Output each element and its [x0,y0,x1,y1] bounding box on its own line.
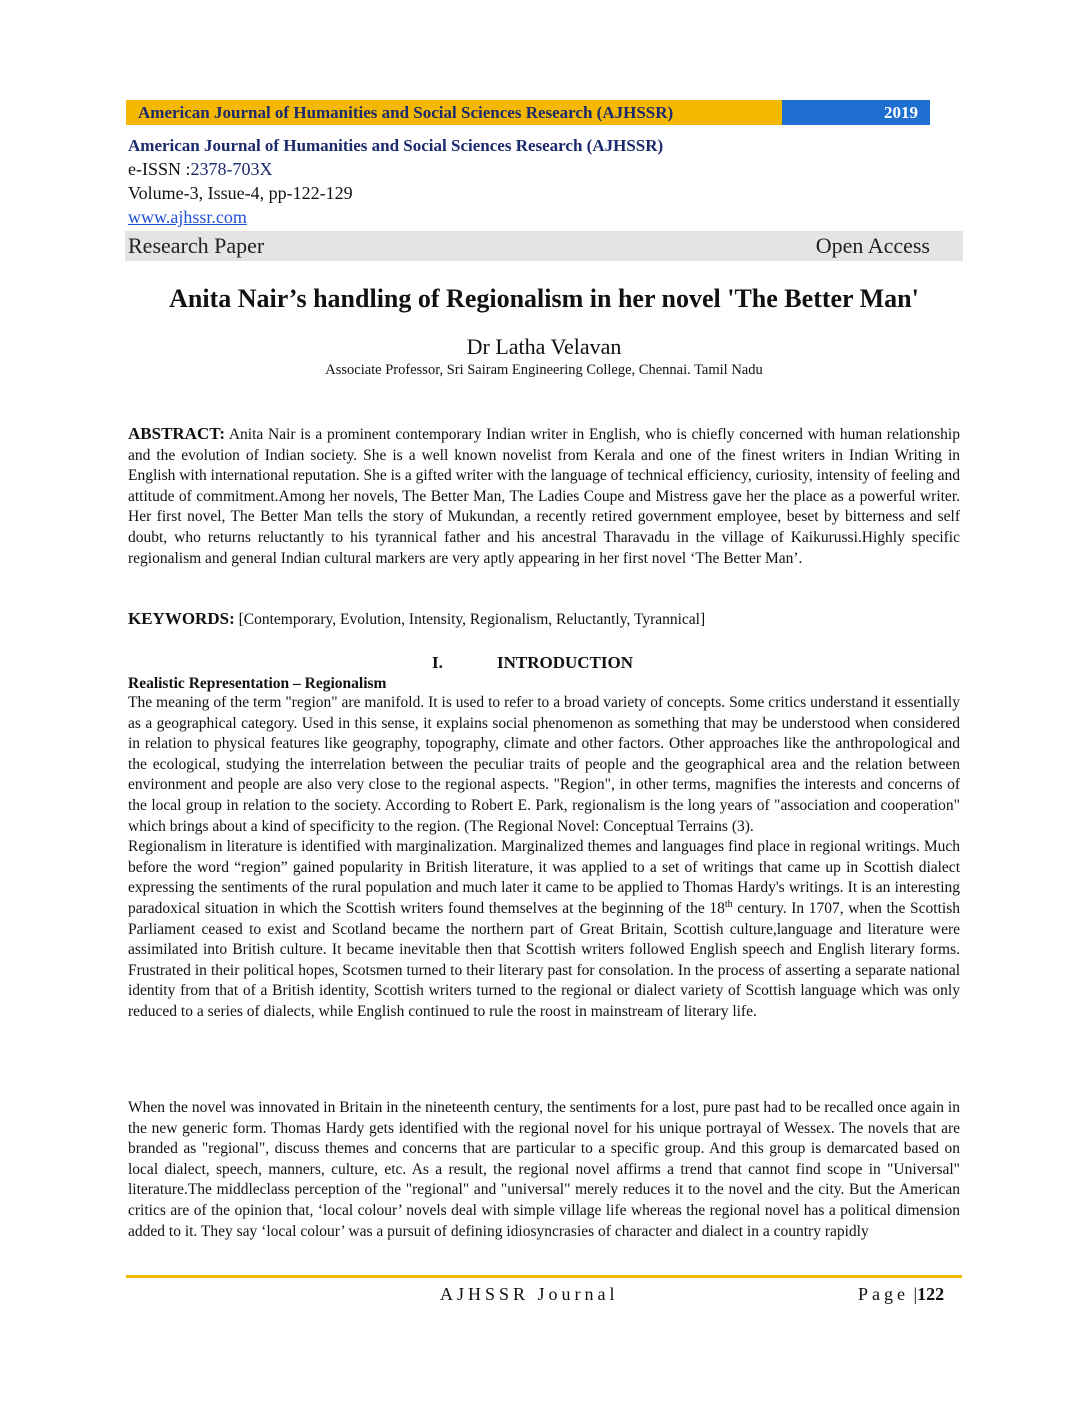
intro-text-2: When the novel was innovated in Britain in the nineteenth century, the sentiments for a lost, pure past had to be recalled once again in the new generic form. Thomas Hardy gets identified with the regional novel for his unique portrayal of Wessex. The novels that are branded as "regional", discuss themes and concerns that are particular to a specific group. And this group is demarcated based on local dialect, speech, manners, culture, etc. As a result, the regional novel affirms a trend that cannot find scope in "Universal" literature.The middleclass perception of the "regional" and "universal" merely reduces it to the novel and the city. But the American critics are of the opinion that, ‘local colour’ novels deal with simple village life whereas the regional novel has a political dimension added to it. They say ‘local colour’ was a pursuit of defining idiosyncrasies of character and dialect in a country rapidly [128,1099,960,1240]
intro-text-1b-end: century. In 1707, when the Scottish Parliament ceased to exist and Scotland became the northern part of Great Britain, Scottish culture,language and literature were assimilated into British culture. It became inevitable then that Scottish writers followed English speech and English literary forms. Frustrated in their political hopes, Scotsmen turned to their literary past for consolation. In the process of asserting a separate national identity from that of a British identity, Scottish writers turned to the regional or dialect variety of Scottish language which was only reduced to a series of dialects, while English continued to rule the roost in mainstream of literary life. [128,899,961,1020]
footer-page [858,1284,944,1305]
intro-paragraph-2 [128,1098,960,1242]
volume-line: Volume-3, Issue-4, pp-122-129 [128,183,353,203]
superscript-th: th [724,898,733,910]
keywords [128,609,960,631]
intro-paragraph-1 [128,693,960,1023]
page-separator: | [909,1284,918,1304]
issn-line [128,159,273,180]
paper-type: Research Paper [128,233,265,258]
issn-label: e-ISSN : [128,159,191,179]
intro-text-1b [128,837,960,1022]
intro-text-1b-start: Regionalism in literature is identified with marginalization. Marginalized themes and languages find place in regional writings. Much before the word “region” gained popularity in British literature, it was applied to a set of writings that came up in Scottish dialect expressing the sentiments of the rural population and much later it came to be applied to Thomas Hardy's writings. It is an interesting paradoxical situation in which the Scottish writers found themselves at the beginning of the 18 [128,838,960,917]
section-number: I. [432,653,443,672]
banner-year: 2019 [782,100,930,125]
page-label: Page [858,1284,909,1304]
website-link[interactable]: www.ajhssr.com [128,207,247,227]
subheading: Realistic Representation – Regionalism [128,675,387,692]
keywords-label: KEYWORDS: [128,609,235,628]
section-title: INTRODUCTION [497,653,634,672]
paper-type-bar [125,231,963,261]
page-number: 122 [917,1284,945,1304]
footer-rule [126,1275,962,1278]
author-name: Dr Latha Velavan [466,334,622,359]
author-affiliation: Associate Professor, Sri Sairam Engineering College, Chennai. Tamil Nadu [325,362,763,378]
issn-value: 2378-703X [190,159,273,179]
footer-journal: AJHSSR Journal [440,1284,619,1304]
abstract-text: Anita Nair is a prominent contemporary Indian writer in English, who is chiefly concerned with human relationship and the evolution of Indian society. She is a well known novelist from Kerala and one of the finest writers in Indian Writing in English with international reputation. She is a gifted writer with the language of technical efficiency, curiosity, intensity of feeling and attitude of commitment.Among her novels, The Better Man, The Ladies Coupe and Mistress gave her the place as a powerful writer. Her first novel, The Better Man tells the story of Mukundan, a recently retired government employee, beset by bitterness and self doubt, who returns reluctantly to his tyrannical father and his ancestral Tharavadu in the village of Kaikurussi.Highly specific regionalism and general Indian cultural markers are very aptly appearing in her first novel ‘The Better Man’. [128,426,960,567]
paper-title: Anita Nair’s handling of Regionalism in her novel 'The Better Man' [169,284,919,313]
banner-journal-title: American Journal of Humanities and Social Sciences Research (AJHSSR) [126,100,782,125]
journal-name: American Journal of Humanities and Social Sciences Research (AJHSSR) [128,136,664,155]
keywords-text: [Contemporary, Evolution, Intensity, Regionalism, Reluctantly, Tyrannical] [238,611,706,628]
abstract [128,424,960,569]
journal-banner [126,100,930,125]
abstract-label: ABSTRACT: [128,424,225,443]
intro-text-1a: The meaning of the term "region" are manifold. It is used to refer to a broad variety of concepts. Some critics understand it essentially as a geographical category. Used in this sense, it explains social phenomenon as something that may be understood when considered in relation to physical features like geography, topography, climate and other factors. Other approaches like the anthropological and the ecological, studying the interrelation between the peculiar traits of people and the geographical area and the relation between environment and people are also very close to the regional aspects. "Region", in other terms, magnifies the interests and concerns of the local group in relation to the society. According to Robert E. Park, regionalism is the long years of "association and cooperation" which brings about a kind of specificity to the region. (The Regional Novel: Conceptual Terrains (3). [128,694,960,835]
access-type: Open Access [815,233,930,258]
